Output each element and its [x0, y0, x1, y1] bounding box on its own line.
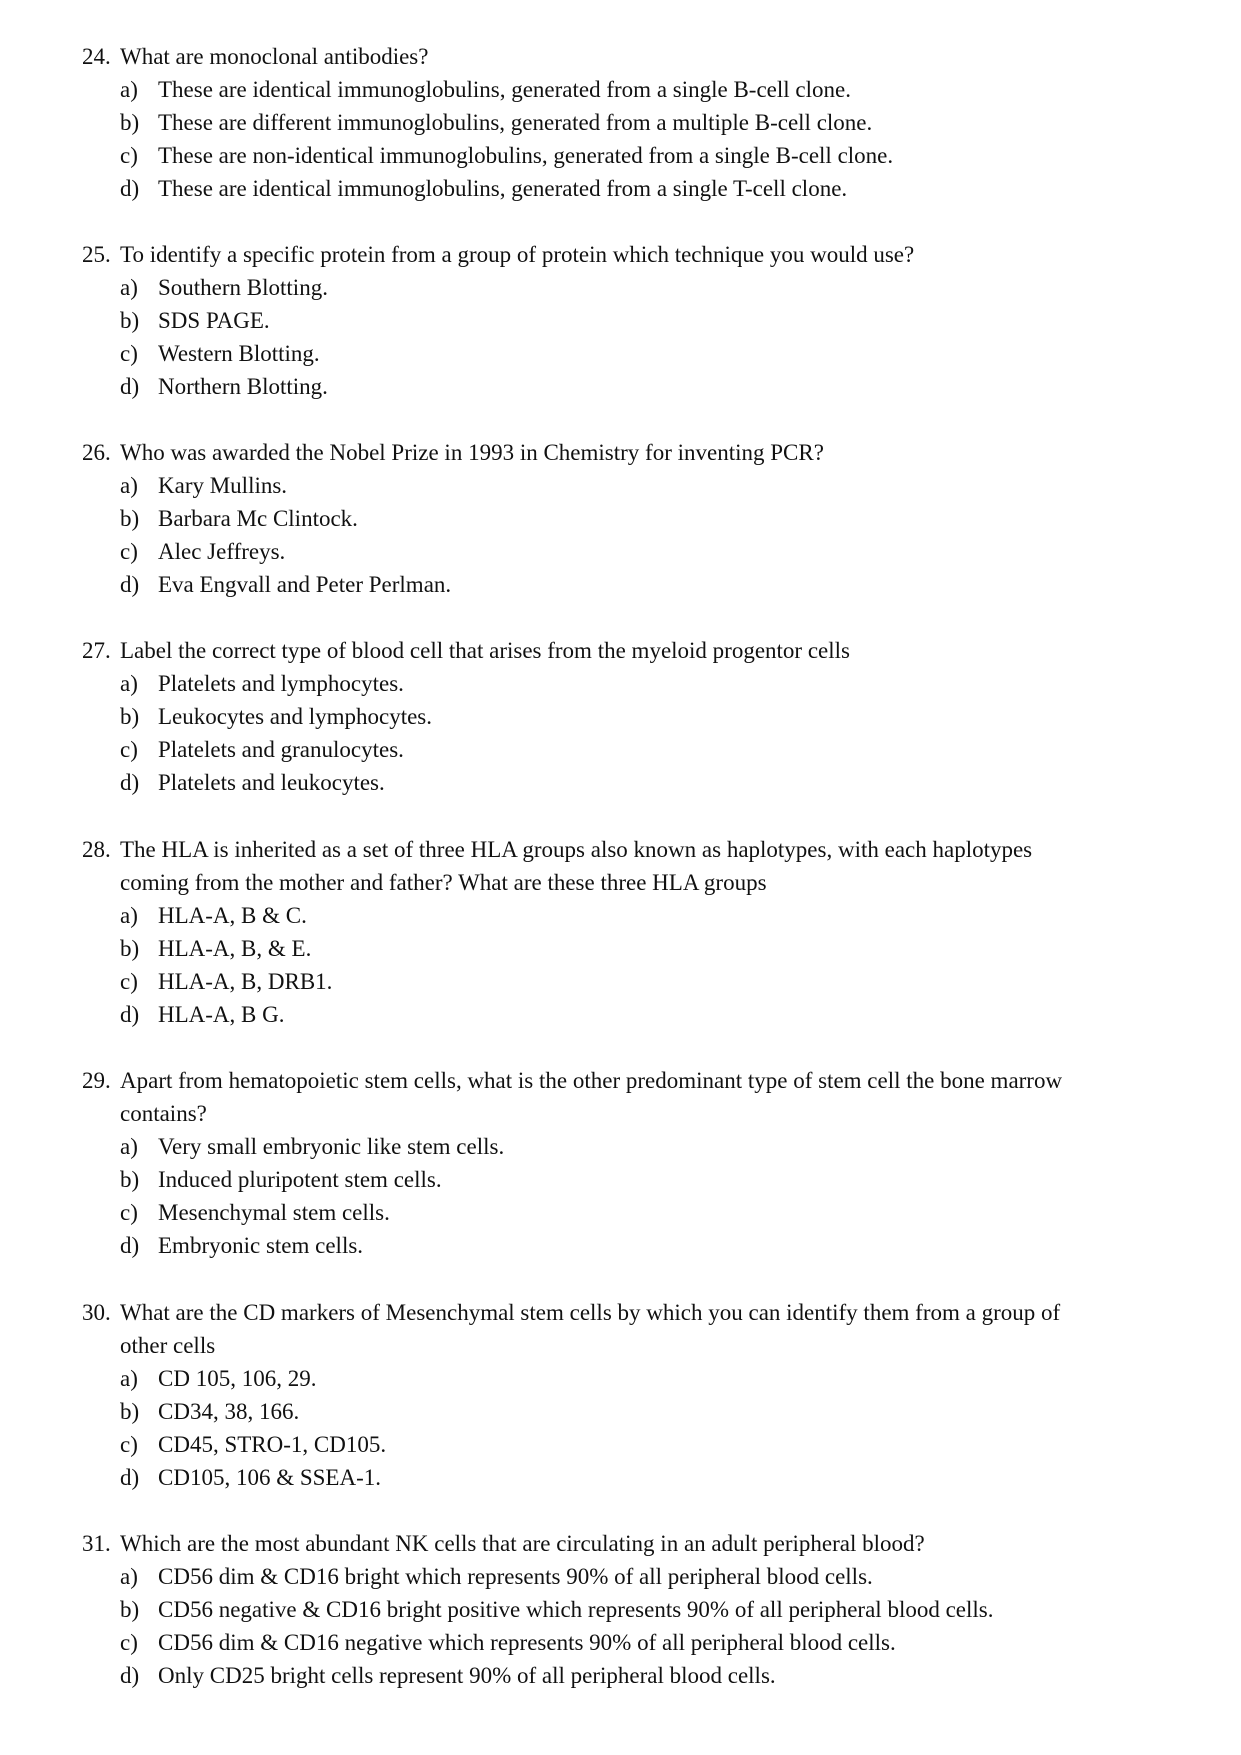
option-text: Alec Jeffreys. — [158, 539, 286, 564]
option-letter: b) — [120, 704, 140, 729]
option-letter: c) — [120, 1630, 138, 1655]
question-text: What are monoclonal antibodies? — [120, 44, 429, 69]
option-text: Barbara Mc Clintock. — [158, 506, 358, 531]
question-28 — [82, 833, 1162, 1031]
option-b — [82, 700, 1162, 733]
option-letter: d) — [120, 1465, 140, 1490]
option-letter: c) — [120, 1200, 138, 1225]
option-text: Kary Mullins. — [158, 473, 288, 498]
question-number: 26. — [82, 440, 111, 465]
option-text: Only CD25 bright cells represent 90% of all peripheral blood cells. — [158, 1663, 776, 1688]
option-b — [82, 106, 1162, 139]
option-letter: a) — [120, 1134, 138, 1159]
option-text: Eva Engvall and Peter Perlman. — [158, 572, 452, 597]
question-text: Who was awarded the Nobel Prize in 1993 in Chemistry for inventing PCR? — [120, 440, 824, 465]
question-text: Apart from hematopoietic stem cells, what is the other predominant type of stem cell the bone marrow — [120, 1068, 1063, 1093]
option-b — [82, 1593, 1162, 1626]
option-text: These are non-identical immunoglobulins, generated from a single B-cell clone. — [158, 143, 894, 168]
option-b — [82, 502, 1162, 535]
option-text: Mesenchymal stem cells. — [158, 1200, 390, 1225]
question-line — [82, 833, 1162, 866]
option-text: CD56 negative & CD16 bright positive which represents 90% of all peripheral blood cells. — [158, 1597, 994, 1622]
question-number: 29. — [82, 1068, 111, 1093]
question-25 — [82, 238, 1162, 403]
option-c — [82, 1428, 1162, 1461]
question-text: What are the CD markers of Mesenchymal stem cells by which you can identify them from a group of — [120, 1300, 1061, 1325]
option-text: Platelets and granulocytes. — [158, 737, 404, 762]
option-c — [82, 139, 1162, 172]
option-a — [82, 1362, 1162, 1395]
option-letter: a) — [120, 903, 138, 928]
option-letter: c) — [120, 341, 138, 366]
option-text: CD56 dim & CD16 negative which represents 90% of all peripheral blood cells. — [158, 1630, 896, 1655]
option-text: CD56 dim & CD16 bright which represents 90% of all peripheral blood cells. — [158, 1564, 873, 1589]
option-b — [82, 1163, 1162, 1196]
option-text: CD 105, 106, 29. — [158, 1366, 317, 1391]
option-letter: b) — [120, 936, 140, 961]
option-letter: d) — [120, 1663, 140, 1688]
option-c — [82, 337, 1162, 370]
question-26 — [82, 436, 1162, 601]
question-text-continued: other cells — [120, 1333, 216, 1358]
option-letter: b) — [120, 308, 140, 333]
option-letter: a) — [120, 77, 138, 102]
option-d — [82, 1659, 1162, 1692]
question-number: 28. — [82, 837, 111, 862]
option-text: Embryonic stem cells. — [158, 1233, 364, 1258]
option-text: Induced pluripotent stem cells. — [158, 1167, 442, 1192]
option-text: Southern Blotting. — [158, 275, 328, 300]
option-c — [82, 1196, 1162, 1229]
option-d — [82, 1229, 1162, 1262]
question-number: 31. — [82, 1531, 111, 1556]
question-number: 30. — [82, 1300, 111, 1325]
question-line — [82, 1064, 1162, 1097]
option-b — [82, 304, 1162, 337]
question-line — [82, 40, 1162, 73]
option-d — [82, 998, 1162, 1031]
option-letter: c) — [120, 143, 138, 168]
option-c — [82, 535, 1162, 568]
option-letter: d) — [120, 1002, 140, 1027]
option-letter: a) — [120, 1366, 138, 1391]
option-b — [82, 1395, 1162, 1428]
question-text-continued: coming from the mother and father? What are these three HLA groups — [120, 870, 767, 895]
option-text: Western Blotting. — [158, 341, 320, 366]
option-letter: a) — [120, 1564, 138, 1589]
question-number: 25. — [82, 242, 111, 267]
option-d — [82, 568, 1162, 601]
option-letter: d) — [120, 572, 140, 597]
option-a — [82, 271, 1162, 304]
option-c — [82, 1626, 1162, 1659]
option-b — [82, 932, 1162, 965]
option-text: These are identical immunoglobulins, generated from a single B-cell clone. — [158, 77, 851, 102]
question-29 — [82, 1064, 1162, 1262]
option-text: SDS PAGE. — [158, 308, 270, 333]
option-letter: b) — [120, 506, 140, 531]
option-text: CD45, STRO-1, CD105. — [158, 1432, 387, 1457]
question-line — [82, 1527, 1162, 1560]
option-c — [82, 965, 1162, 998]
question-number: 24. — [82, 44, 111, 69]
option-letter: b) — [120, 110, 140, 135]
question-line — [82, 634, 1162, 667]
option-text: These are different immunoglobulins, generated from a multiple B-cell clone. — [158, 110, 873, 135]
option-text: Very small embryonic like stem cells. — [158, 1134, 505, 1159]
question-line — [82, 238, 1162, 271]
option-text: HLA-A, B, DRB1. — [158, 969, 333, 994]
option-text: CD105, 106 & SSEA-1. — [158, 1465, 381, 1490]
option-d — [82, 1461, 1162, 1494]
option-letter: d) — [120, 770, 140, 795]
question-text: Label the correct type of blood cell that arises from the myeloid progentor cells — [120, 638, 850, 663]
option-letter: c) — [120, 539, 138, 564]
option-text: Platelets and leukocytes. — [158, 770, 385, 795]
option-letter: b) — [120, 1167, 140, 1192]
option-a — [82, 73, 1162, 106]
option-text: Platelets and lymphocytes. — [158, 671, 404, 696]
option-a — [82, 1130, 1162, 1163]
option-letter: c) — [120, 969, 138, 994]
option-c — [82, 733, 1162, 766]
option-text: HLA-A, B, & E. — [158, 936, 312, 961]
question-number: 27. — [82, 638, 111, 663]
question-text: Which are the most abundant NK cells that are circulating in an adult peripheral blood? — [120, 1531, 925, 1556]
question-text: To identify a specific protein from a group of protein which technique you would use? — [120, 242, 915, 267]
option-a — [82, 667, 1162, 700]
option-a — [82, 469, 1162, 502]
option-letter: b) — [120, 1399, 140, 1424]
option-letter: c) — [120, 737, 138, 762]
option-text: Leukocytes and lymphocytes. — [158, 704, 433, 729]
option-text: CD34, 38, 166. — [158, 1399, 300, 1424]
option-text: HLA-A, B & C. — [158, 903, 307, 928]
question-line — [82, 436, 1162, 469]
option-letter: a) — [120, 671, 138, 696]
question-27 — [82, 634, 1162, 799]
question-24 — [82, 40, 1162, 205]
option-letter: d) — [120, 1233, 140, 1258]
option-d — [82, 172, 1162, 205]
option-letter: b) — [120, 1597, 140, 1622]
question-31 — [82, 1527, 1162, 1692]
option-letter: d) — [120, 374, 140, 399]
option-d — [82, 766, 1162, 799]
question-text: The HLA is inherited as a set of three HLA groups also known as haplotypes, with each haplotypes — [120, 837, 1033, 862]
option-letter: a) — [120, 275, 138, 300]
option-letter: a) — [120, 473, 138, 498]
option-letter: c) — [120, 1432, 138, 1457]
question-line — [82, 1296, 1162, 1329]
option-a — [82, 1560, 1162, 1593]
question-text-continued: contains? — [120, 1101, 207, 1126]
option-text: Northern Blotting. — [158, 374, 328, 399]
option-letter: d) — [120, 176, 140, 201]
question-30 — [82, 1296, 1162, 1494]
option-text: These are identical immunoglobulins, generated from a single T-cell clone. — [158, 176, 848, 201]
option-d — [82, 370, 1162, 403]
option-text: HLA-A, B G. — [158, 1002, 285, 1027]
option-a — [82, 899, 1162, 932]
